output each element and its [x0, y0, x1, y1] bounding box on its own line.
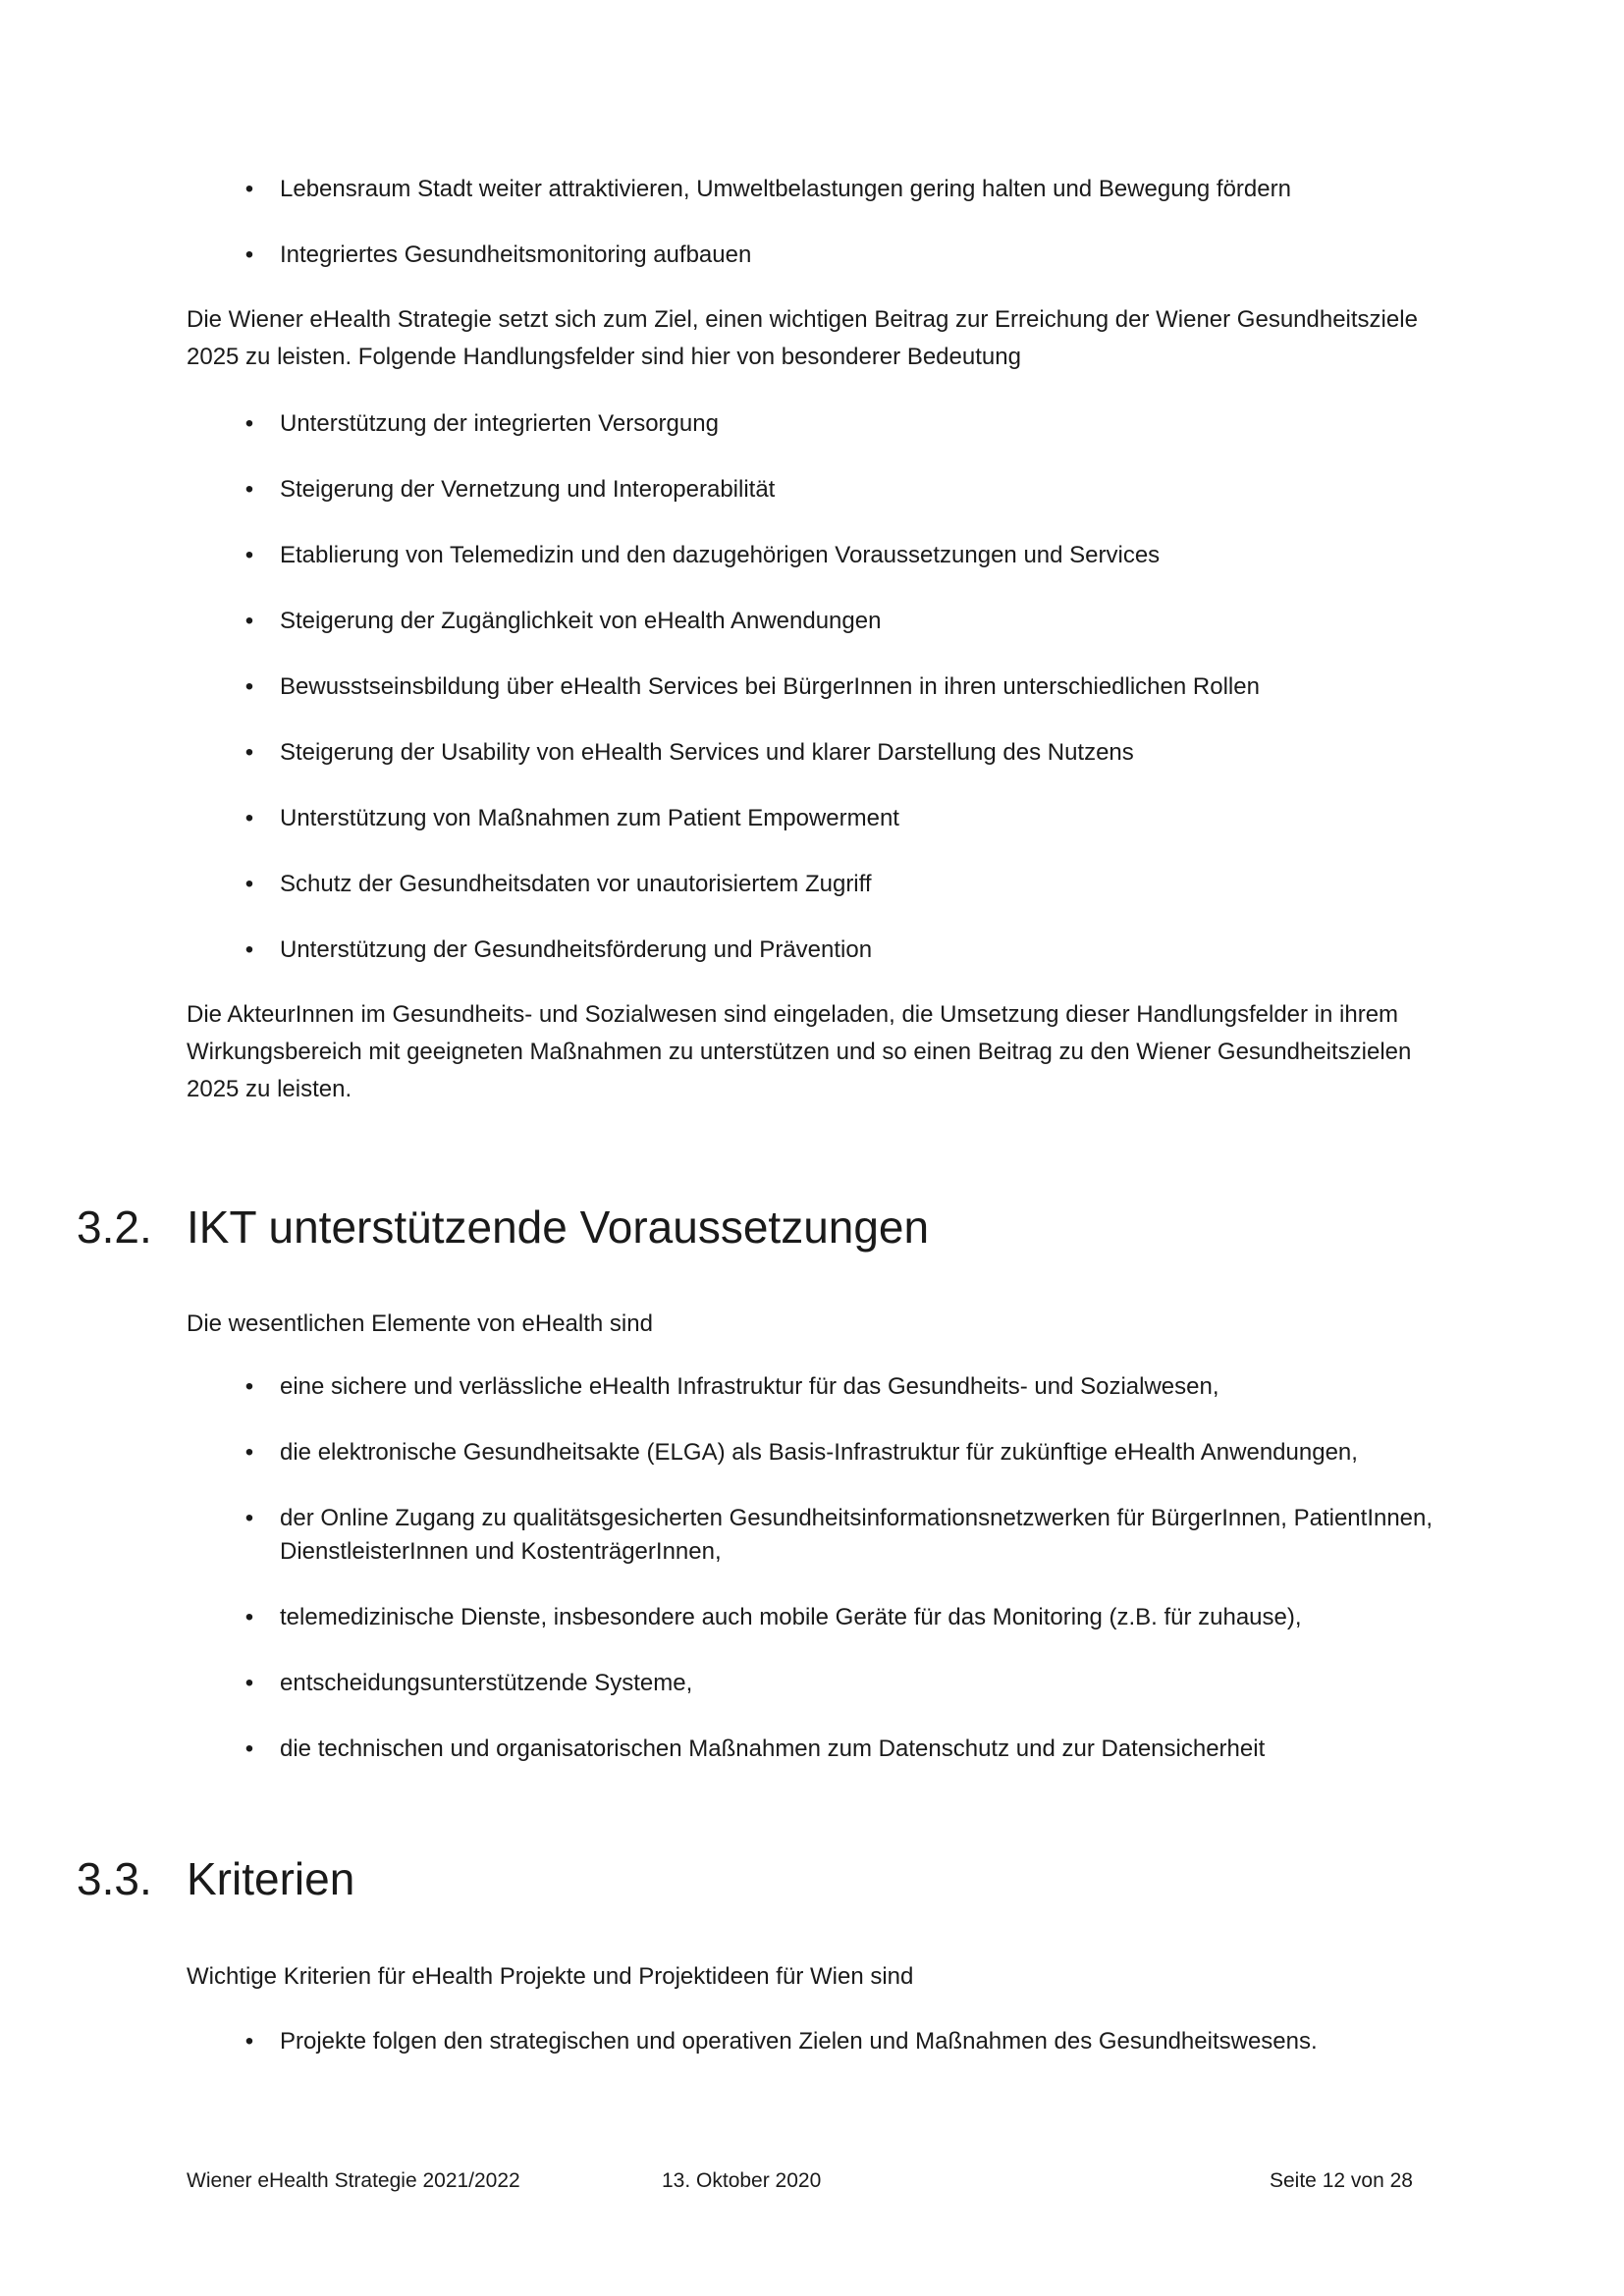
- section-heading-3-3: [77, 1851, 354, 1906]
- bullet-glyph: •: [244, 1735, 254, 1762]
- bullet-glyph: •: [244, 739, 254, 766]
- list-item-text: Unterstützung der integrierten Versorgung: [280, 410, 719, 437]
- list-item: [0, 1370, 1458, 1404]
- list-item: [0, 173, 1458, 206]
- bullet-list-criteria: [0, 2025, 1624, 2058]
- bullet-glyph: •: [244, 608, 254, 634]
- bullet-glyph: •: [244, 871, 254, 897]
- list-item: [0, 934, 1458, 967]
- footer-page-number: Seite 12 von 28: [1270, 2169, 1413, 2192]
- list-item-text: Etablierung von Telemedizin und den dazugehörigen Voraussetzungen und Services: [280, 542, 1161, 568]
- list-item: [0, 1667, 1458, 1700]
- list-item: [0, 407, 1458, 441]
- footer-doc-title: Wiener eHealth Strategie 2021/2022: [187, 2169, 520, 2192]
- section-heading-3-2: [77, 1200, 929, 1255]
- bullet-glyph: •: [244, 241, 254, 268]
- list-item-text: Schutz der Gesundheitsdaten vor unautorisiertem Zugriff: [280, 871, 872, 897]
- bullet-glyph: •: [244, 673, 254, 700]
- bullet-list-elements: [0, 1370, 1624, 1766]
- bullet-list-fields: [0, 407, 1624, 967]
- section-number: 3.3.: [77, 1853, 152, 1904]
- list-item-text: die technischen und organisatorischen Maßnahmen zum Datenschutz und zur Datensicherheit: [280, 1735, 1266, 1762]
- bullet-glyph: •: [244, 542, 254, 568]
- paragraph-actors: Die AkteurInnen im Gesundheits- und Sozialwesen sind eingeladen, die Umsetzung dieser Handlungsfelder in ihrem Wirkungsbereich mit geeigneten Maßnahmen zu unterstützen und so einen Beitrag zu den Wiener Gesundheitszielen 2025 zu leisten.: [187, 1001, 1412, 1102]
- section-intro: Wichtige Kriterien für eHealth Projekte und Projektideen für Wien sind: [187, 1963, 914, 1990]
- bullet-glyph: •: [244, 1439, 254, 1466]
- list-item-text: der Online Zugang zu qualitätsgesicherten Gesundheitsinformationsnetzwerken für BürgerInnen, PatientInnen, DienstleisterInnen und KostenträgerInnen,: [280, 1505, 1434, 1565]
- section-intro: Die wesentlichen Elemente von eHealth sind: [187, 1310, 653, 1337]
- bullet-glyph: •: [244, 1604, 254, 1630]
- section-number: 3.2.: [77, 1201, 152, 1253]
- list-item: [0, 2025, 1458, 2058]
- bullet-glyph: •: [244, 476, 254, 503]
- list-item-text: eine sichere und verlässliche eHealth Infrastruktur für das Gesundheits- und Sozialwesen,: [280, 1373, 1219, 1400]
- bullet-glyph: •: [244, 410, 254, 437]
- bullet-list-top: [0, 173, 1624, 272]
- bullet-glyph: •: [244, 936, 254, 963]
- list-item-text: telemedizinische Dienste, insbesondere auch mobile Geräte für das Monitoring (z.B. für zuhause),: [280, 1604, 1302, 1630]
- bullet-glyph: •: [244, 176, 254, 202]
- section-title: IKT unterstützende Voraussetzungen: [187, 1201, 930, 1253]
- paragraph-goals: Die Wiener eHealth Strategie setzt sich zum Ziel, einen wichtigen Beitrag zur Erreichung der Wiener Gesundheitsziele 2025 zu leisten. Folgende Handlungsfelder sind hier von besonderer Bedeutung: [187, 306, 1418, 370]
- list-item: [0, 473, 1458, 507]
- list-item: [0, 539, 1458, 572]
- list-item: [0, 1502, 1458, 1569]
- list-item: [0, 802, 1458, 835]
- list-item: [0, 605, 1458, 638]
- list-item-text: Steigerung der Vernetzung und Interoperabilität: [280, 476, 776, 503]
- bullet-glyph: •: [244, 2028, 254, 2055]
- list-item: [0, 1436, 1458, 1469]
- list-item: [0, 1601, 1458, 1634]
- footer-date: 13. Oktober 2020: [662, 2169, 822, 2192]
- section-title: Kriterien: [187, 1853, 355, 1904]
- bullet-glyph: •: [244, 1505, 254, 1531]
- list-item: [0, 239, 1458, 272]
- list-item-text: Steigerung der Usability von eHealth Services und klarer Darstellung des Nutzens: [280, 739, 1134, 766]
- list-item: [0, 670, 1458, 704]
- bullet-glyph: •: [244, 805, 254, 831]
- bullet-glyph: •: [244, 1373, 254, 1400]
- list-item-text: die elektronische Gesundheitsakte (ELGA) als Basis-Infrastruktur für zukünftige eHealth Anwendungen,: [280, 1439, 1358, 1466]
- list-item: [0, 736, 1458, 770]
- list-item-text: Lebensraum Stadt weiter attraktivieren, Umweltbelastungen gering halten und Bewegung fördern: [280, 176, 1291, 202]
- list-item-text: Unterstützung der Gesundheitsförderung und Prävention: [280, 936, 873, 963]
- list-item-text: Projekte folgen den strategischen und operativen Zielen und Maßnahmen des Gesundheitswesens.: [280, 2028, 1318, 2055]
- list-item: [0, 868, 1458, 901]
- list-item-text: Integriertes Gesundheitsmonitoring aufbauen: [280, 241, 752, 268]
- list-item-text: Unterstützung von Maßnahmen zum Patient Empowerment: [280, 805, 899, 831]
- list-item-text: Steigerung der Zugänglichkeit von eHealth Anwendungen: [280, 608, 882, 634]
- bullet-glyph: •: [244, 1670, 254, 1696]
- list-item-text: entscheidungsunterstützende Systeme,: [280, 1670, 693, 1696]
- list-item-text: Bewusstseinsbildung über eHealth Services bei BürgerInnen in ihren unterschiedlichen Rollen: [280, 673, 1260, 700]
- list-item: [0, 1733, 1458, 1766]
